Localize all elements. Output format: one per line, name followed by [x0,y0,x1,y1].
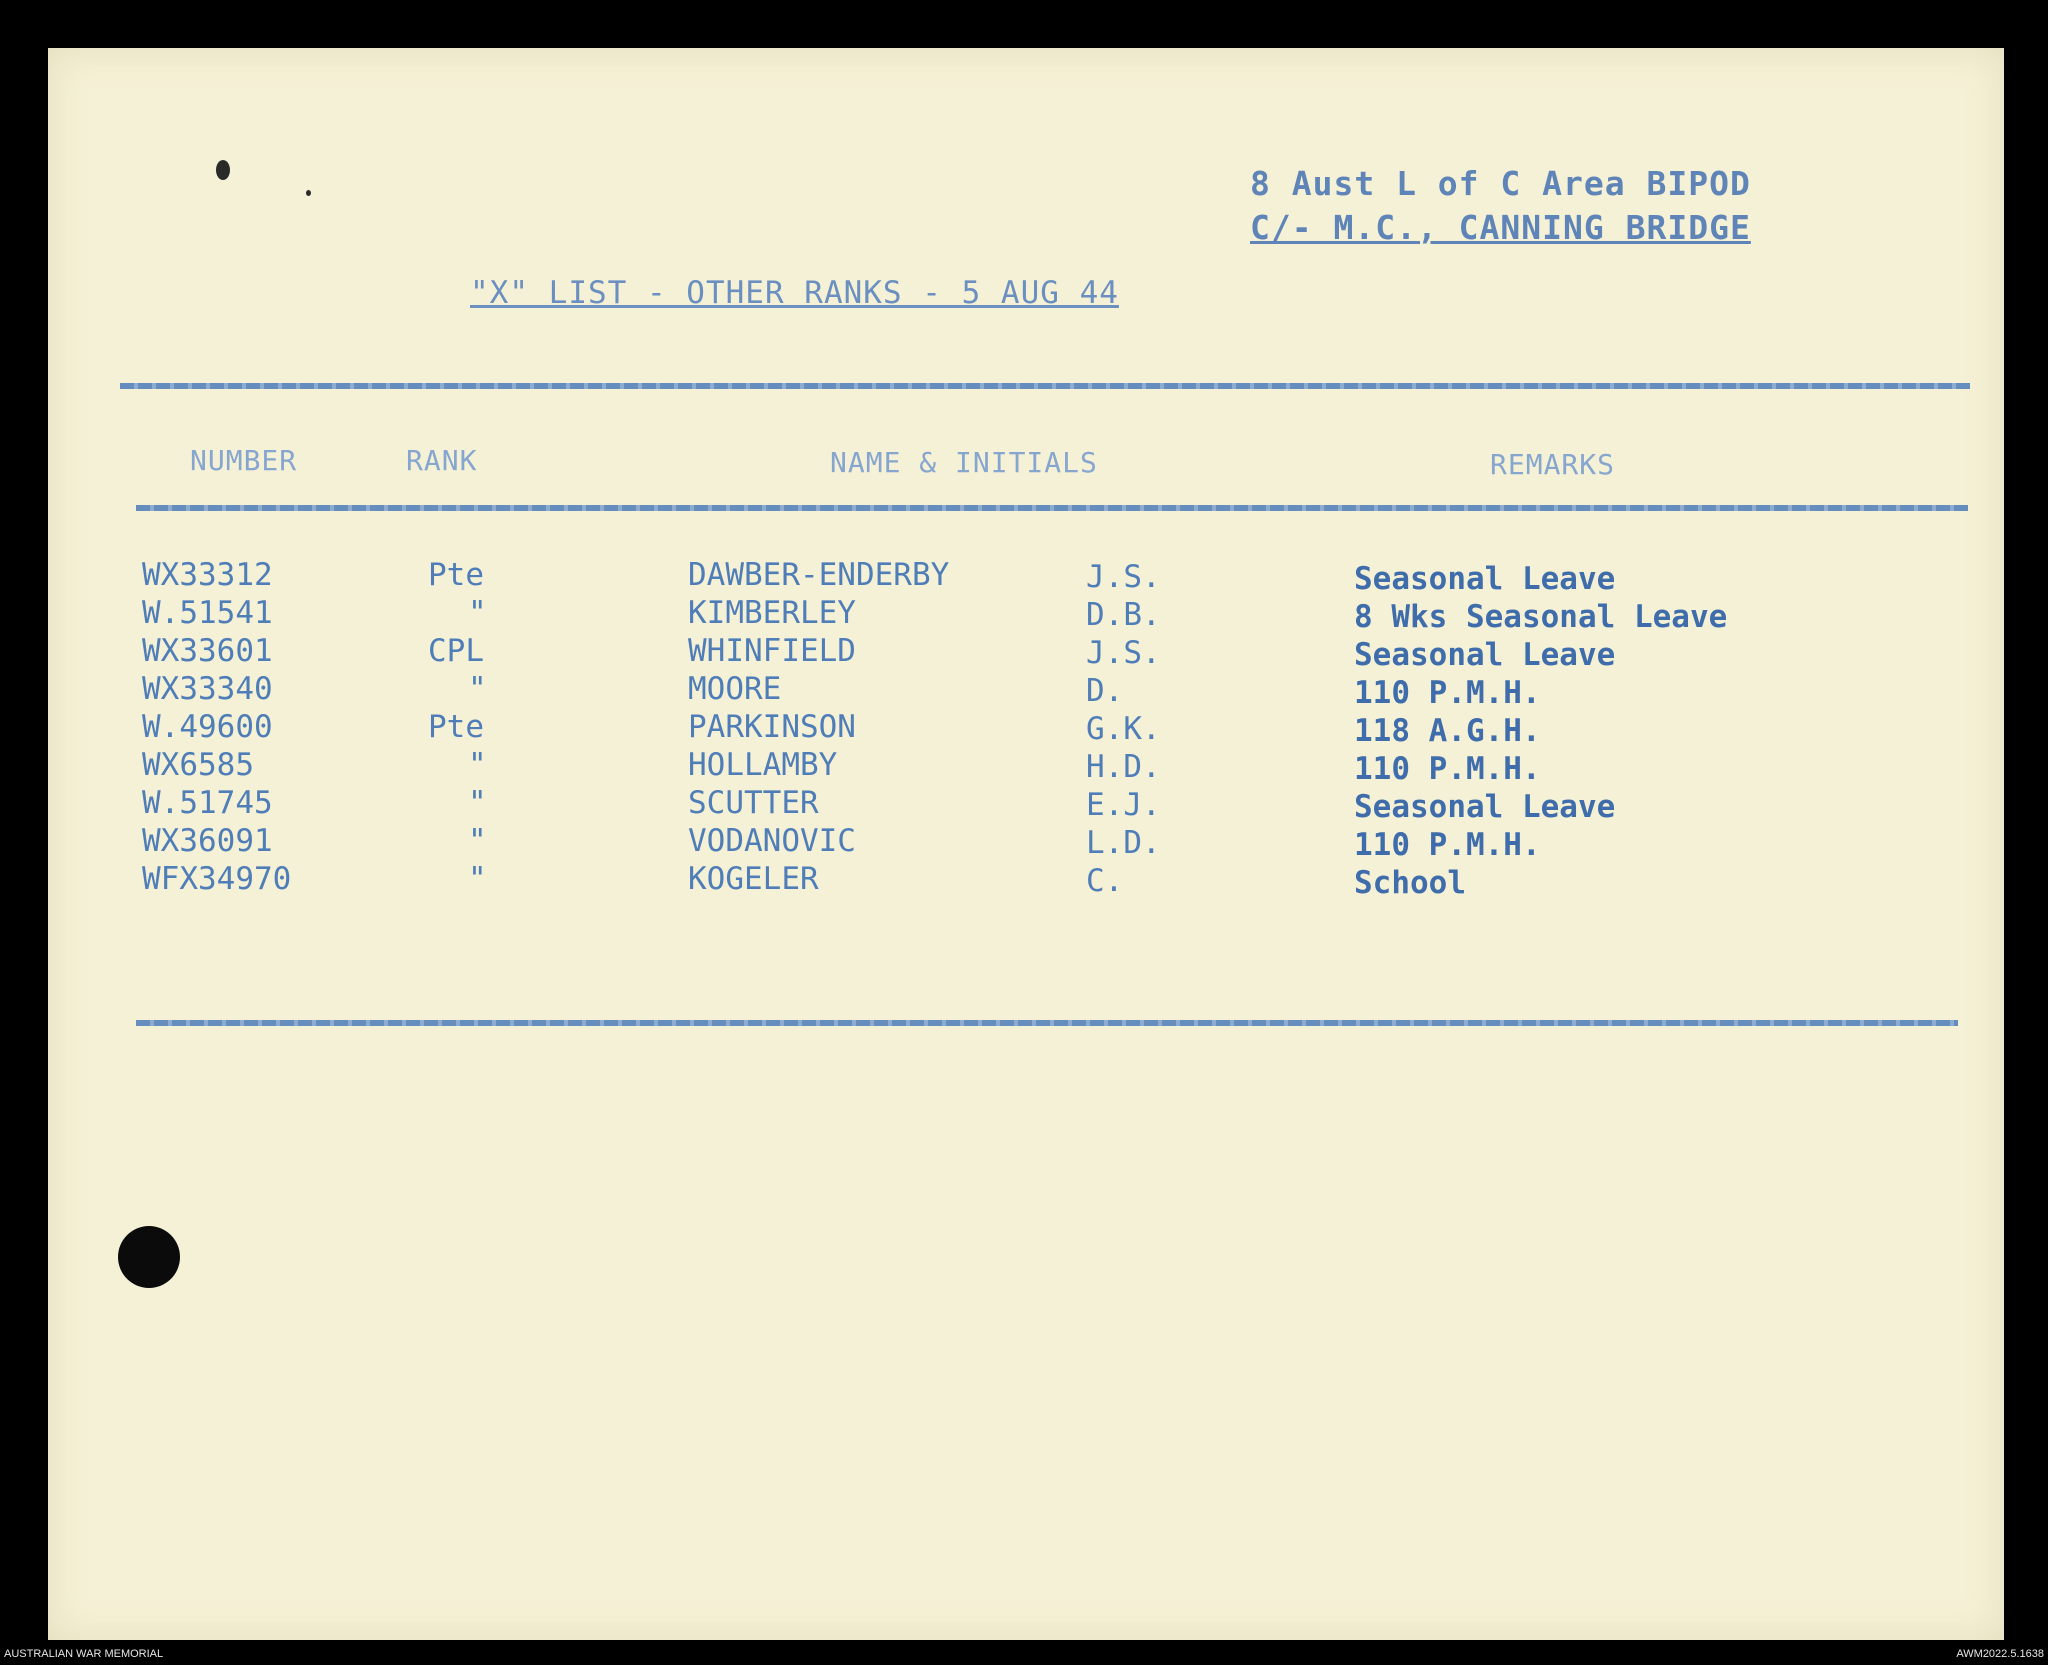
punch-hole [118,1226,180,1288]
address-line-2: C/- M.C., CANNING BRIDGE [1250,208,1751,247]
cell-number: WX36091 [142,823,273,859]
column-header-number: NUMBER [190,444,298,477]
cell-initials: D. [1086,673,1124,709]
cell-remarks: Seasonal Leave [1354,561,1616,597]
cell-remarks: Seasonal Leave [1354,789,1616,825]
cell-rank: CPL [428,633,484,669]
footer-reference: AWM2022.5.1638 [1956,1648,2044,1660]
cell-remarks: 8 Wks Seasonal Leave [1354,599,1728,635]
cell-name: DAWBER-ENDERBY [688,557,950,593]
cell-number: W.49600 [142,709,273,745]
cell-rank: Pte [428,557,484,593]
cell-rank: " [468,861,487,897]
cell-rank: " [468,823,487,859]
cell-number: WX33601 [142,633,273,669]
cell-rank: " [468,671,487,707]
cell-name: WHINFIELD [688,633,856,669]
cell-number: WX6585 [142,747,254,783]
cell-number: WX33340 [142,671,273,707]
cell-initials: J.S. [1086,635,1161,671]
cell-initials: C. [1086,863,1124,899]
column-header-name: NAME & INITIALS [830,446,1098,479]
cell-remarks: Seasonal Leave [1354,637,1616,673]
cell-initials: G.K. [1086,711,1161,747]
cell-remarks: 118 A.G.H. [1354,713,1541,749]
cell-remarks: 110 P.M.H. [1354,675,1541,711]
cell-name: MOORE [688,671,782,707]
cell-name: HOLLAMBY [688,747,838,783]
cell-rank: " [468,785,487,821]
cell-name: VODANOVIC [688,823,856,859]
column-header-rank: RANK [406,444,478,477]
paper-mark [216,160,230,180]
paper-mark [306,190,311,196]
cell-initials: J.S. [1086,559,1161,595]
cell-number: WX33312 [142,557,273,593]
bottom-rule [136,1020,1958,1026]
cell-name: SCUTTER [688,785,819,821]
cell-initials: E.J. [1086,787,1161,823]
document-sheet [48,48,2004,1640]
cell-name: KOGELER [688,861,819,897]
cell-remarks: 110 P.M.H. [1354,827,1541,863]
cell-remarks: School [1354,865,1466,901]
column-header-remarks: REMARKS [1490,448,1616,481]
header-rule [136,505,1968,511]
cell-rank: " [468,747,487,783]
cell-initials: H.D. [1086,749,1161,785]
cell-name: KIMBERLEY [688,595,856,631]
top-rule [120,383,1970,389]
cell-number: W.51541 [142,595,273,631]
footer-credit: AUSTRALIAN WAR MEMORIAL [4,1648,164,1660]
cell-initials: L.D. [1086,825,1161,861]
cell-name: PARKINSON [688,709,856,745]
cell-rank: " [468,595,487,631]
cell-number: WFX34970 [142,861,292,897]
address-line-1: 8 Aust L of C Area BIPOD [1250,164,1751,203]
cell-initials: D.B. [1086,597,1161,633]
unit-address [1250,162,1751,250]
cell-rank: Pte [428,709,484,745]
cell-remarks: 110 P.M.H. [1354,751,1541,787]
page-title: "X" LIST - OTHER RANKS - 5 AUG 44 [470,275,1119,311]
cell-number: W.51745 [142,785,273,821]
